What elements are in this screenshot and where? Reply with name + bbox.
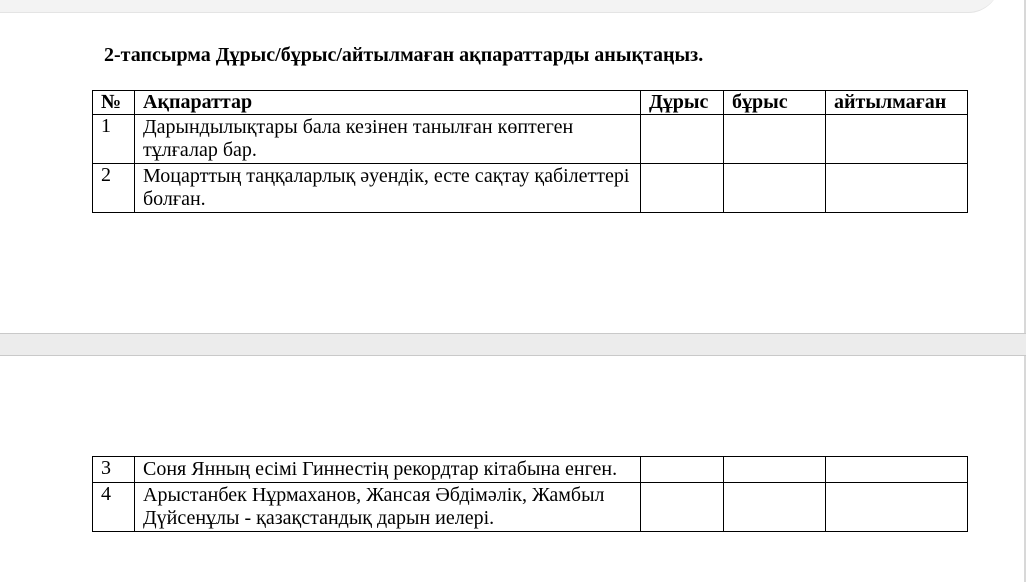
- header-false: бұрыс: [724, 91, 826, 115]
- answer-cell-false[interactable]: [724, 483, 826, 532]
- header-not-stated: айтылмаған: [826, 91, 968, 115]
- viewer-top-bar: [0, 0, 1000, 13]
- table-row: [93, 115, 968, 164]
- statements-table-continued: [92, 456, 968, 532]
- task-title: 2-тапсырма Дұрыс/бұрыс/айтылмаған ақпараттарды анықтаңыз.: [104, 44, 704, 66]
- table-row: [93, 457, 968, 483]
- row-number: 2: [93, 164, 135, 213]
- row-number: 4: [93, 483, 135, 532]
- header-true: Дұрыс: [641, 91, 724, 115]
- table-row: [93, 164, 968, 213]
- answer-cell-not-stated[interactable]: [826, 483, 968, 532]
- answer-cell-false[interactable]: [724, 164, 826, 213]
- answer-cell-not-stated[interactable]: [826, 164, 968, 213]
- header-number: №: [93, 91, 135, 115]
- row-statement: Моцарттың таңқаларлық әуендік, есте сақтау қабілеттері болған.: [135, 164, 641, 213]
- answer-cell-false[interactable]: [724, 115, 826, 164]
- row-number: 3: [93, 457, 135, 483]
- statements-table: [92, 90, 968, 213]
- row-statement: Соня Янның есімі Гиннестің рекордтар кітабына енген.: [135, 457, 641, 483]
- row-statement: Дарындылықтары бала кезінен танылған көптеген тұлғалар бар.: [135, 115, 641, 164]
- row-number: 1: [93, 115, 135, 164]
- page-break: [0, 333, 1026, 356]
- answer-cell-true[interactable]: [641, 164, 724, 213]
- answer-cell-not-stated[interactable]: [826, 457, 968, 483]
- table-row: [93, 483, 968, 532]
- answer-cell-true[interactable]: [641, 115, 724, 164]
- table-header-row: [93, 91, 968, 115]
- answer-cell-not-stated[interactable]: [826, 115, 968, 164]
- answer-cell-false[interactable]: [724, 457, 826, 483]
- answer-cell-true[interactable]: [641, 457, 724, 483]
- header-statement: Ақпараттар: [135, 91, 641, 115]
- answer-cell-true[interactable]: [641, 483, 724, 532]
- row-statement: Арыстанбек Нұрмаханов, Жансая Әбдімәлік, Жамбыл Дүйсенұлы - қазақстандық дарын иелері.: [135, 483, 641, 532]
